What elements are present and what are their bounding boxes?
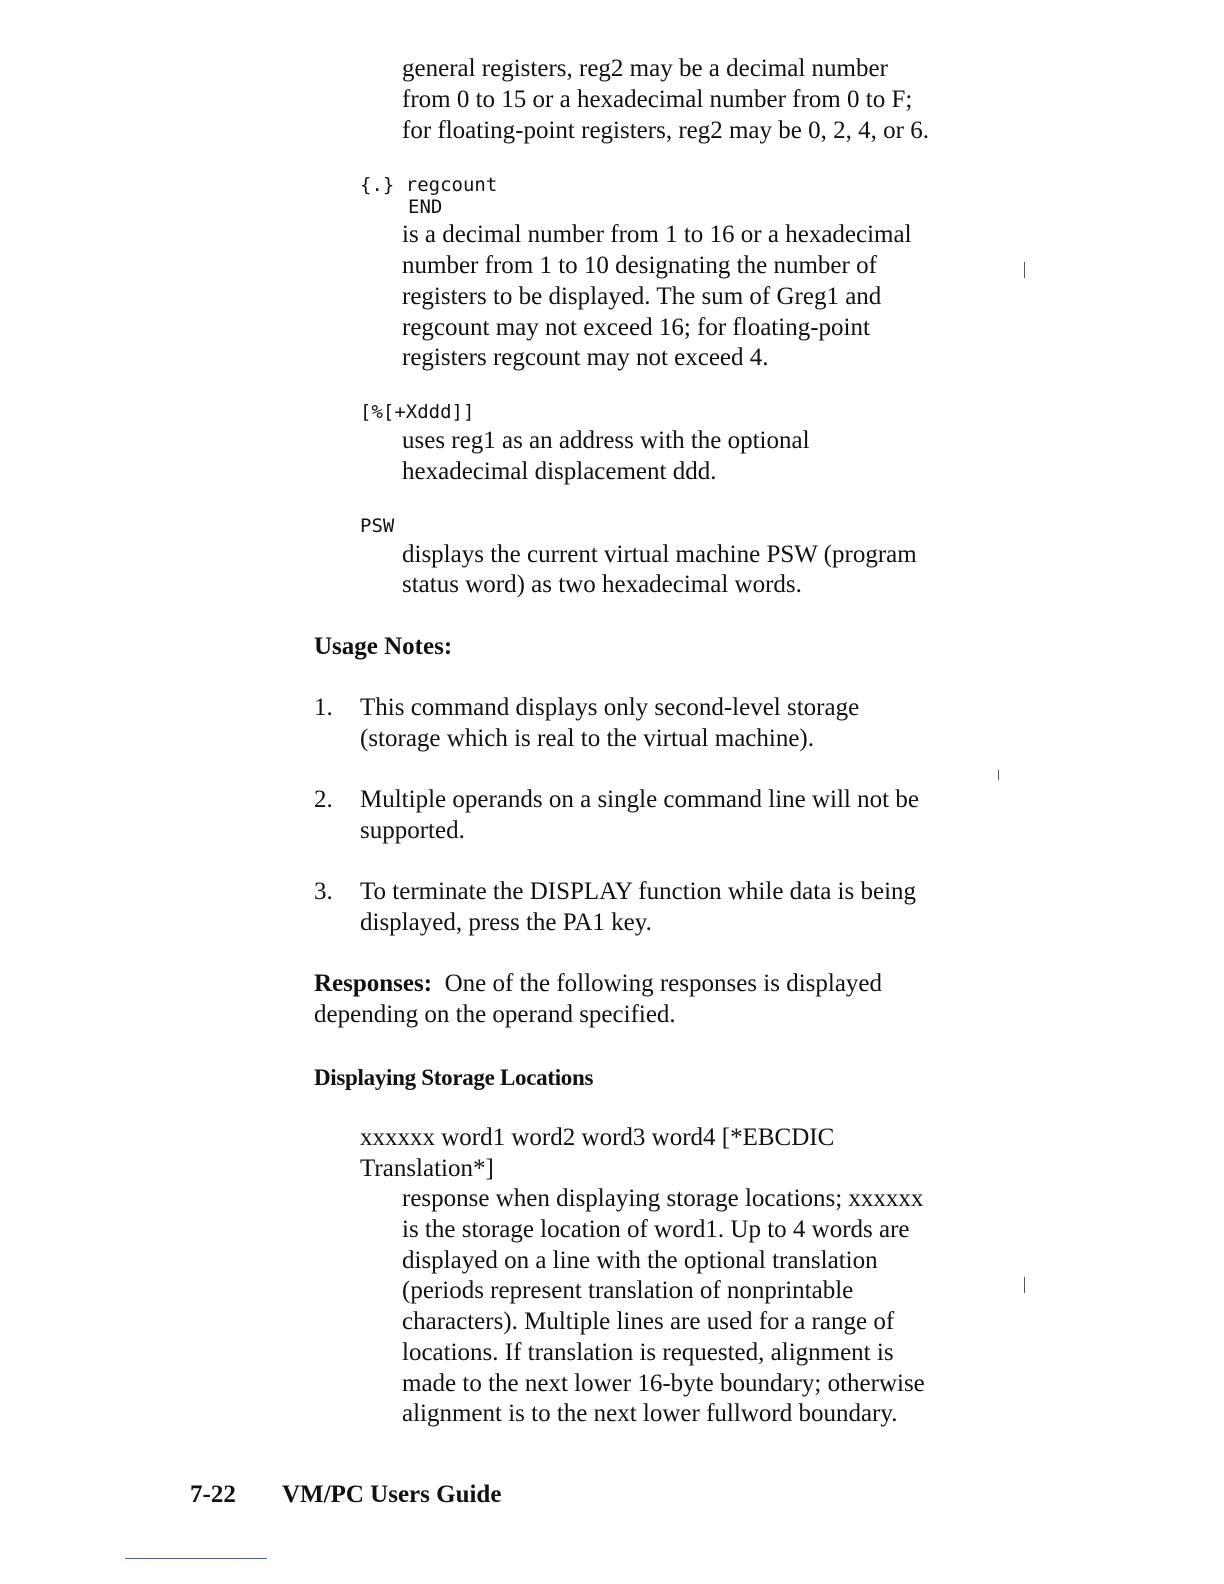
regcount-desc-line: is a decimal number from 1 to 16 or a hexadecimal bbox=[402, 221, 912, 248]
usage-note-line: Multiple operands on a single command line will not be bbox=[360, 786, 919, 813]
revision-bar bbox=[998, 770, 999, 780]
storage-syntax-line: Translation*] bbox=[360, 1155, 494, 1182]
storage-syntax-line: xxxxxx word1 word2 word3 word4 [*EBCDIC bbox=[360, 1124, 835, 1151]
usage-note-number: 3. bbox=[314, 878, 333, 905]
xddd-desc-line: uses reg1 as an address with the optional bbox=[402, 427, 810, 454]
revision-bar bbox=[1024, 1277, 1025, 1293]
bottom-rule bbox=[125, 1558, 267, 1559]
usage-note-line: supported. bbox=[360, 817, 465, 844]
usage-note-number: 1. bbox=[314, 694, 333, 721]
regcount-desc-line: regcount may not exceed 16; for floating-point bbox=[402, 314, 870, 341]
footer-title: VM/PC Users Guide bbox=[282, 1481, 502, 1508]
psw-desc-line: status word) as two hexadecimal words. bbox=[402, 571, 802, 598]
storage-desc-line: displayed on a line with the optional translation bbox=[402, 1247, 878, 1274]
regcount-desc-line: registers to be displayed. The sum of Greg1 and bbox=[402, 283, 882, 310]
usage-note-line: This command displays only second-level storage bbox=[360, 694, 860, 721]
usage-note-number: 2. bbox=[314, 786, 333, 813]
xddd-desc-line: hexadecimal displacement ddd. bbox=[402, 458, 717, 485]
responses-line bbox=[314, 969, 882, 1000]
regcount-syntax: {.} regcount bbox=[360, 174, 498, 196]
footer-page-number: 7-22 bbox=[190, 1481, 236, 1508]
storage-desc-line: made to the next lower 16-byte boundary; otherwise bbox=[402, 1370, 925, 1397]
responses-text: One of the following responses is displayed bbox=[444, 970, 883, 997]
psw-desc-line: displays the current virtual machine PSW (program bbox=[402, 541, 917, 568]
storage-heading: Displaying Storage Locations bbox=[314, 1065, 594, 1090]
usage-note-line: To terminate the DISPLAY function while data is being bbox=[360, 878, 917, 905]
psw-syntax: PSW bbox=[360, 515, 395, 537]
reg2-desc-line: from 0 to 15 or a hexadecimal number from 0 to F; bbox=[402, 86, 913, 113]
regcount-desc-line: registers regcount may not exceed 4. bbox=[402, 344, 769, 371]
xddd-syntax: [%[+Xddd]] bbox=[360, 401, 475, 423]
revision-bar bbox=[1024, 262, 1025, 278]
usage-note-line: displayed, press the PA1 key. bbox=[360, 909, 652, 936]
storage-desc-line: locations. If translation is requested, alignment is bbox=[402, 1339, 894, 1366]
regcount-syntax-end: END bbox=[408, 196, 443, 218]
reg2-desc-line: for floating-point registers, reg2 may be 0, 2, 4, or 6. bbox=[402, 117, 929, 144]
usage-notes-heading: Usage Notes: bbox=[314, 633, 453, 660]
storage-desc-line: is the storage location of word1. Up to 4 words are bbox=[402, 1216, 910, 1243]
responses-label: Responses: bbox=[314, 970, 433, 997]
usage-note-line: (storage which is real to the virtual machine). bbox=[360, 725, 815, 752]
regcount-desc-line: number from 1 to 10 designating the number of bbox=[402, 252, 877, 279]
responses-line: depending on the operand specified. bbox=[314, 1001, 676, 1028]
storage-desc-line: response when displaying storage locations; xxxxxx bbox=[402, 1185, 924, 1212]
reg2-desc-line: general registers, reg2 may be a decimal number bbox=[402, 55, 888, 82]
storage-desc-line: alignment is to the next lower fullword boundary. bbox=[402, 1400, 898, 1427]
storage-desc-line: (periods represent translation of nonprintable bbox=[402, 1277, 854, 1304]
storage-desc-line: characters). Multiple lines are used for a range of bbox=[402, 1308, 895, 1335]
